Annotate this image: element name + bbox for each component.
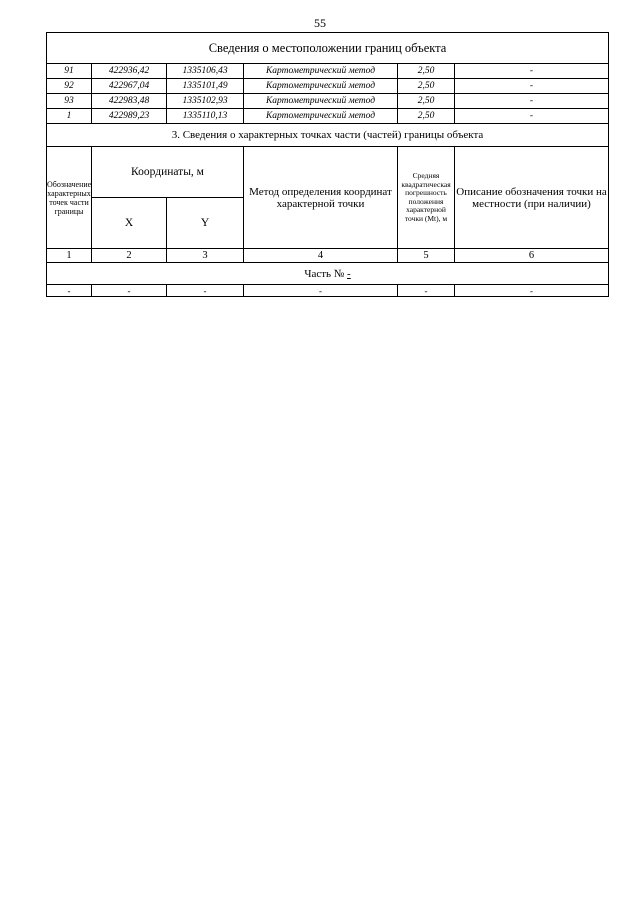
- header-error: Средняя квадратическая погрешность положения характерной точки (Мt), м: [398, 147, 455, 249]
- coord-x-cell: 422983,48: [92, 94, 167, 109]
- coord-x-cell: 422936,42: [92, 64, 167, 79]
- description-cell: -: [455, 94, 609, 109]
- method-cell: Картометрический метод: [244, 109, 398, 124]
- method-cell: Картометрический метод: [244, 94, 398, 109]
- header-method: Метод определения координат характерной точки: [244, 147, 398, 249]
- empty-cell: -: [455, 285, 609, 297]
- coord-y-cell: 1335102,93: [167, 94, 244, 109]
- empty-cell: -: [244, 285, 398, 297]
- empty-cell: -: [47, 285, 92, 297]
- description-cell: -: [455, 109, 609, 124]
- boundary-rows: [47, 64, 609, 124]
- header-x: X: [92, 198, 167, 249]
- coord-y-cell: 1335101,49: [167, 79, 244, 94]
- column-number: 3: [167, 249, 244, 263]
- accuracy-cell: 2,50: [398, 94, 455, 109]
- header-point-label: Обозначение характерных точек части границы: [47, 147, 92, 249]
- coord-y-cell: 1335106,43: [167, 64, 244, 79]
- section3-title: 3. Сведения о характерных точках части (частей) границы объекта: [47, 124, 609, 147]
- accuracy-cell: 2,50: [398, 64, 455, 79]
- part-value: -: [347, 267, 351, 280]
- column-number: 6: [455, 249, 609, 263]
- header-description: Описание обозначения точки на местности (при наличии): [455, 147, 609, 249]
- coord-y-cell: 1335110,13: [167, 109, 244, 124]
- header-y: Y: [167, 198, 244, 249]
- accuracy-cell: 2,50: [398, 109, 455, 124]
- part-row: [47, 263, 609, 285]
- column-number: 1: [47, 249, 92, 263]
- column-number: 5: [398, 249, 455, 263]
- column-number: 2: [92, 249, 167, 263]
- boundary-table: [46, 32, 609, 297]
- empty-cell: -: [167, 285, 244, 297]
- point-number-cell: 1: [47, 109, 92, 124]
- coord-x-cell: 422989,23: [92, 109, 167, 124]
- boundary-row: [47, 79, 609, 94]
- section-title: Сведения о местоположении границ объекта: [47, 33, 609, 64]
- point-number-cell: 91: [47, 64, 92, 79]
- point-number-cell: 92: [47, 79, 92, 94]
- empty-cell: -: [92, 285, 167, 297]
- accuracy-cell: 2,50: [398, 79, 455, 94]
- empty-cell: -: [398, 285, 455, 297]
- description-cell: -: [455, 64, 609, 79]
- header-coordinates: Координаты, м: [92, 147, 244, 198]
- description-cell: -: [455, 79, 609, 94]
- page-number: 55: [314, 16, 326, 30]
- method-cell: Картометрический метод: [244, 64, 398, 79]
- point-number-cell: 93: [47, 94, 92, 109]
- coord-x-cell: 422967,04: [92, 79, 167, 94]
- column-number: 4: [244, 249, 398, 263]
- boundary-row: [47, 94, 609, 109]
- boundary-row: [47, 64, 609, 79]
- boundary-row: [47, 109, 609, 124]
- part-label: Часть №: [304, 267, 345, 280]
- method-cell: Картометрический метод: [244, 79, 398, 94]
